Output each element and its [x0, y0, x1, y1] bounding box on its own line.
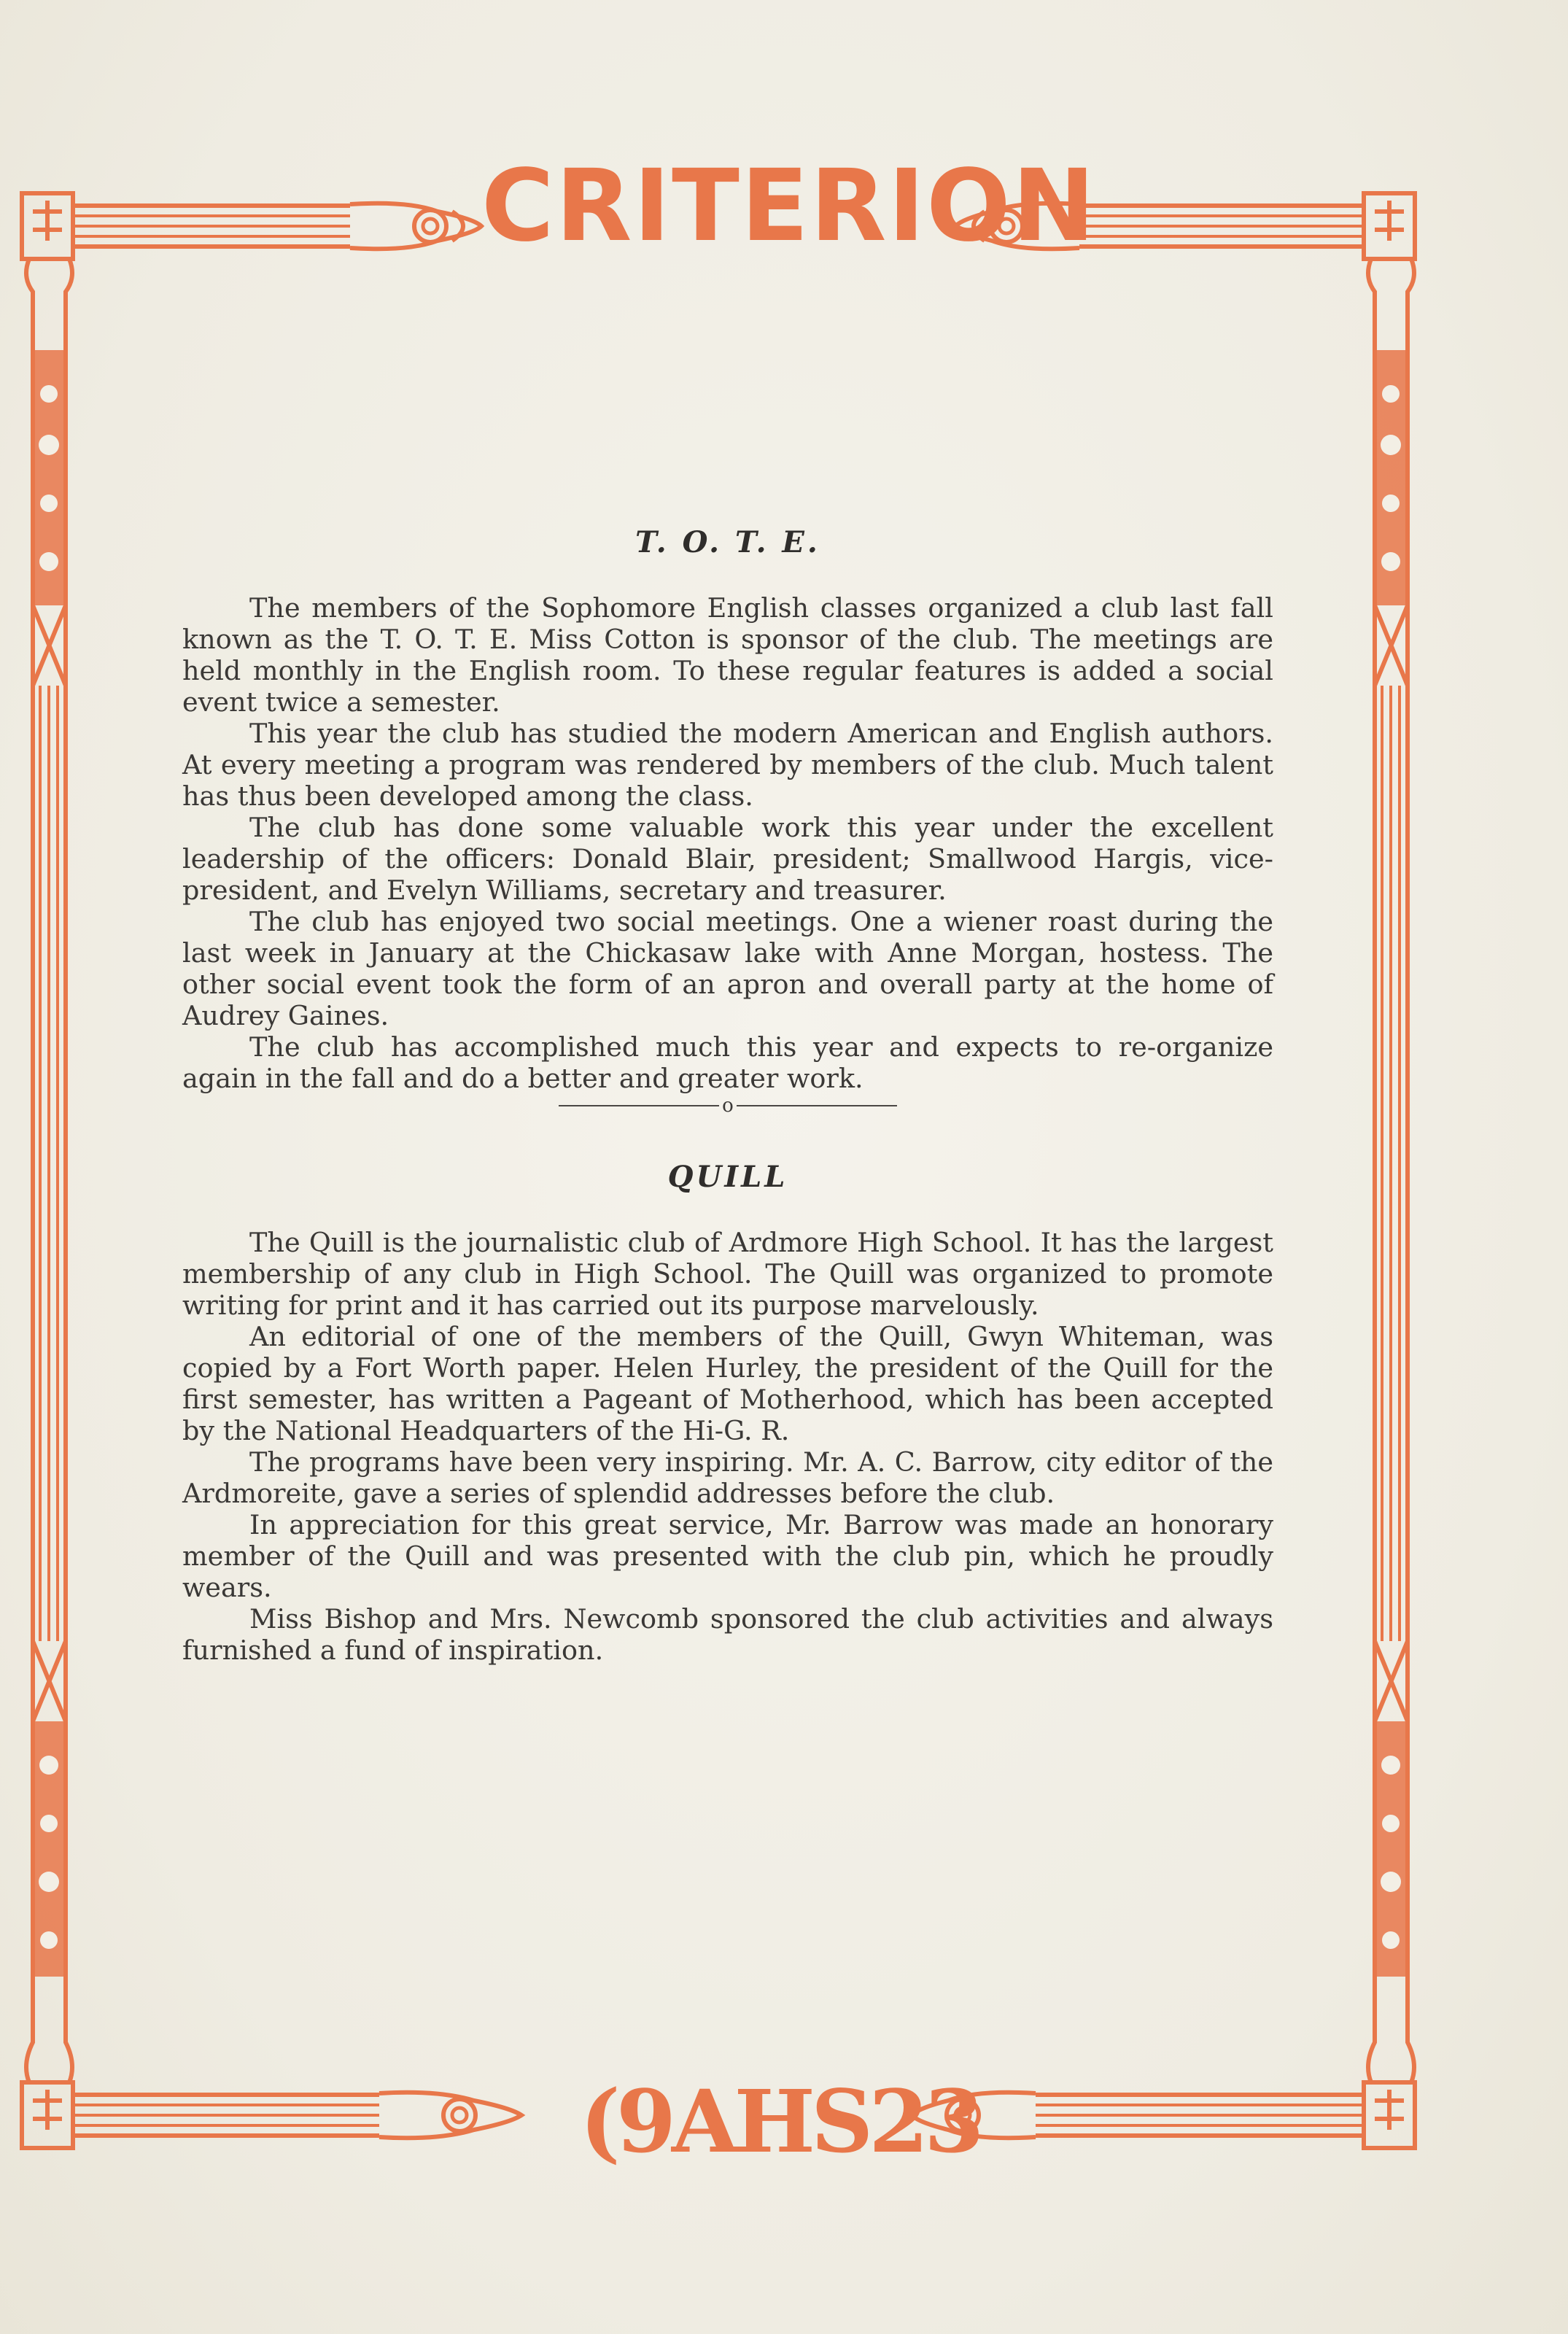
page-content	[182, 525, 1273, 1666]
ahs-23-footer-monogram: (9AHS23	[580, 2071, 980, 2172]
quill-paragraph-5: Miss Bishop and Mrs. Newcomb sponsored the club activities and always furnished a fund of inspiration.	[182, 1603, 1273, 1666]
section-divider	[182, 1096, 1273, 1116]
top-left-ornament-rules	[73, 203, 481, 249]
quill-paragraph-3: The programs have been very inspiring. Mr. A. C. Barrow, city editor of the Ardmoreite, gave a series of splendid addresses before the club.	[182, 1446, 1273, 1509]
tote-paragraph-5: The club has accomplished much this year and expects to re-organize again in the fall and do a better and greater work.	[182, 1031, 1273, 1094]
tote-paragraph-1: The members of the Sophomore English classes organized a club last fall known as the T. O. T. E. Miss Cotton is sponsor of the club. The meetings are held monthly in the English room. To these regular features is added a social event twice a semester.	[182, 592, 1273, 718]
bottom-left-ornament-rules	[73, 2093, 521, 2139]
divider-rule-left	[559, 1105, 719, 1106]
quill-title: QUILL	[667, 1160, 788, 1194]
divider-rule-right	[737, 1105, 897, 1106]
tote-paragraph-2: This year the club has studied the modern American and English authors. At every meeting a program was rendered by members of the club. Much talent has thus been developed among the class.	[182, 718, 1273, 812]
tote-paragraph-4: The club has enjoyed two social meetings. One a wiener roast during the last week in January at the Chickasaw lake with Anne Morgan, hostess. The other social event took the form of an apron and overall party at the home of Audrey Gaines.	[182, 906, 1273, 1031]
tote-title: T. O. T. E.	[635, 525, 820, 559]
bottom-right-ornament-rules	[912, 2093, 1364, 2139]
tote-paragraph-3: The club has done some valuable work this year under the excellent leadership of the officers: Donald Blair, president; Smallwood Hargis, vice-president, and Evelyn Williams, secretary and treasurer.	[182, 812, 1273, 906]
quill-paragraph-4: In appreciation for this great service, Mr. Barrow was made an honorary member of the Quill and was presented with the club pin, which he proudly wears.	[182, 1509, 1273, 1603]
divider-mark: o	[722, 1095, 734, 1117]
criterion-masthead: CRITERION	[481, 149, 1097, 264]
quill-paragraph-2: An editorial of one of the members of the Quill, Gwyn Whiteman, was copied by a Fort Worth paper. Helen Hurley, the president of the Quill for the first semester, has written a Pageant of Motherhood, which has been accepted by the National Headquarters of the Hi-G. R.	[182, 1321, 1273, 1446]
quill-paragraph-1: The Quill is the journalistic club of Ardmore High School. It has the largest membership of any club in High School. The Quill was organized to promote writing for print and it has carried out its purpose marvelously.	[182, 1227, 1273, 1321]
